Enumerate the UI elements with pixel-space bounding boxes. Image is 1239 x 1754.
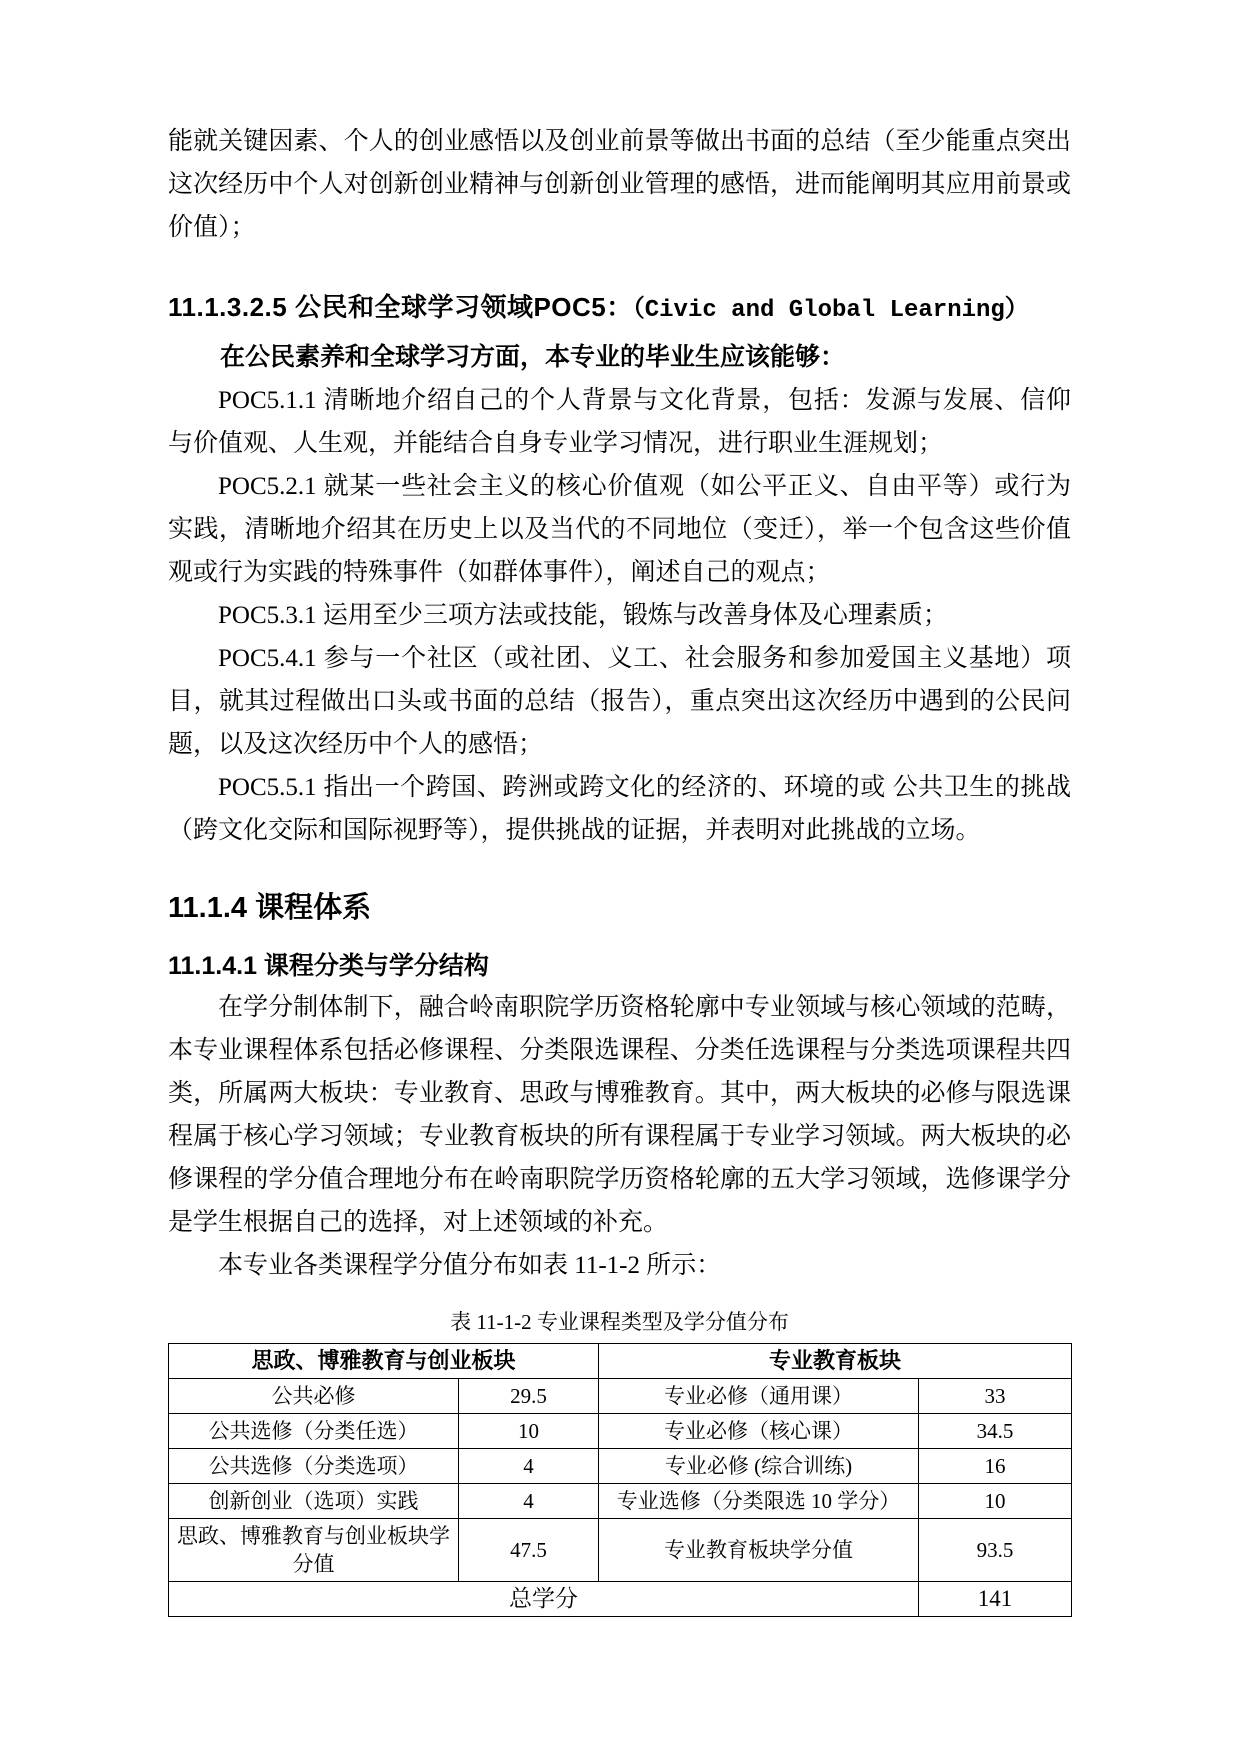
outcome-item: POC5.3.1 运用至少三项方法或技能，锻炼与改善身体及心理素质； (218, 602, 948, 629)
heading-poc5 (168, 287, 1071, 331)
table-row (169, 1449, 1072, 1484)
table-cell-left-value: 4 (459, 1484, 599, 1519)
body-paragraph: 本专业各类课程学分值分布如表 11-1-2 所示： (218, 1252, 722, 1279)
body-paragraph: 在学分制体制下，融合岭南职院学历资格轮廓中专业领域与核心领域的范畴，本专业课程体系包括必修课程、分类限选课程、分类任选课程与分类选项课程共四类，所属两大板块：专业教育、思政与博雅教育。其中，两大板块的必修与限选课程属于核心学习领域；专业教育板块的所有课程属于专业学习领域。两大板块的必修课程的学分值合理地分布在岭南职院学历资格轮廓的五大学习领域，选修课学分是学生根据自己的选择，对上述领域的补充。 (168, 994, 1071, 1236)
table-row (169, 1484, 1072, 1519)
paragraph-continuation: 能就关键因素、个人的创业感悟以及创业前景等做出书面的总结（至少能重点突出这次经历中个人对创新创业精神与创新创业管理的感悟，进而能阐明其应用前景或价值）； (168, 128, 1071, 241)
table-cell-right-value: 10 (919, 1484, 1072, 1519)
table-cell-right-label: 专业必修（通用课） (599, 1379, 919, 1414)
table-cell-right-label: 专业选修（分类限选 10 学分） (599, 1484, 919, 1519)
table-cell-left-label: 公共选修（分类任选） (169, 1414, 459, 1449)
outcome-item: POC5.1.1 清晰地介绍自己的个人背景与文化背景，包括：发源与发展、信仰与价值观、人生观，并能结合自身专业学习情况，进行职业生涯规划； (168, 387, 1071, 457)
table-cell-left-label: 公共选修（分类选项） (169, 1449, 459, 1484)
credits-table (168, 1343, 1072, 1617)
table-row (169, 1414, 1072, 1449)
table-cell-left-label: 创新创业（选项）实践 (169, 1484, 459, 1519)
table-cell-right-value: 16 (919, 1449, 1072, 1484)
outcome-item: POC5.4.1 参与一个社区（或社团、义工、社会服务和参加爱国主义基地）项目，就其过程做出口头或书面的总结（报告），重点突出这次经历中遇到的公民问题，以及这次经历中个人的感悟； (168, 645, 1071, 758)
body-paragraphs (168, 986, 1071, 1287)
table-cell-right-label: 专业教育板块学分值 (599, 1519, 919, 1582)
table-header-row (169, 1344, 1072, 1379)
table-cell-left-value: 4 (459, 1449, 599, 1484)
table-cell-right-label: 专业必修（核心课） (599, 1414, 919, 1449)
outcome-item: POC5.2.1 就某一些社会主义的核心价值观（如公平正义、自由平等）或行为实践，清晰地介绍其在历史上以及当代的不同地位（变迁），举一个包含这些价值观或行为实践的特殊事件（如群体事件），阐述自己的观点； (168, 473, 1071, 586)
table-cell-right-value: 93.5 (919, 1519, 1072, 1582)
table-row (169, 1519, 1072, 1582)
heading-curriculum-system: 11.1.4 课程体系 (168, 892, 372, 924)
table-cell-left-label: 思政、博雅教育与创业板块学分值 (169, 1519, 459, 1582)
heading-poc5-english: （Civic and Global Learning） (632, 297, 1029, 324)
table-cell-left-value: 29.5 (459, 1379, 599, 1414)
heading-poc5-subtitle: 在公民素养和全球学习方面，本专业的毕业生应该能够： (220, 343, 846, 371)
outcome-item: POC5.5.1 指出一个跨国、跨洲或跨文化的经济的、环境的或 公共卫生的挑战（跨文化交际和国际视野等），提供挑战的证据，并表明对此挑战的立场。 (168, 774, 1071, 844)
table-total-row (169, 1582, 1072, 1617)
outcomes-list (168, 379, 1071, 852)
heading-poc5-prefix: 11.1.3.2.5 公民和全球学习领域POC5： (168, 292, 633, 322)
table-row (169, 1379, 1072, 1414)
table-cell-right-value: 34.5 (919, 1414, 1072, 1449)
table-header-right: 专业教育板块 (599, 1344, 1072, 1379)
table-cell-left-value: 47.5 (459, 1519, 599, 1582)
table-header-left: 思政、博雅教育与创业板块 (169, 1344, 599, 1379)
heading-course-classification: 11.1.4.1 课程分类与学分结构 (168, 952, 489, 980)
table-cell-left-label: 公共必修 (169, 1379, 459, 1414)
table-cell-right-label: 专业必修 (综合训练) (599, 1449, 919, 1484)
table-caption: 表 11-1-2 专业课程类型及学分值分布 (450, 1310, 789, 1334)
table-cell-right-value: 33 (919, 1379, 1072, 1414)
table-cell-left-value: 10 (459, 1414, 599, 1449)
page-content (168, 120, 1071, 1617)
table-total-label: 总学分 (169, 1582, 919, 1617)
table-total-value: 141 (919, 1582, 1072, 1617)
